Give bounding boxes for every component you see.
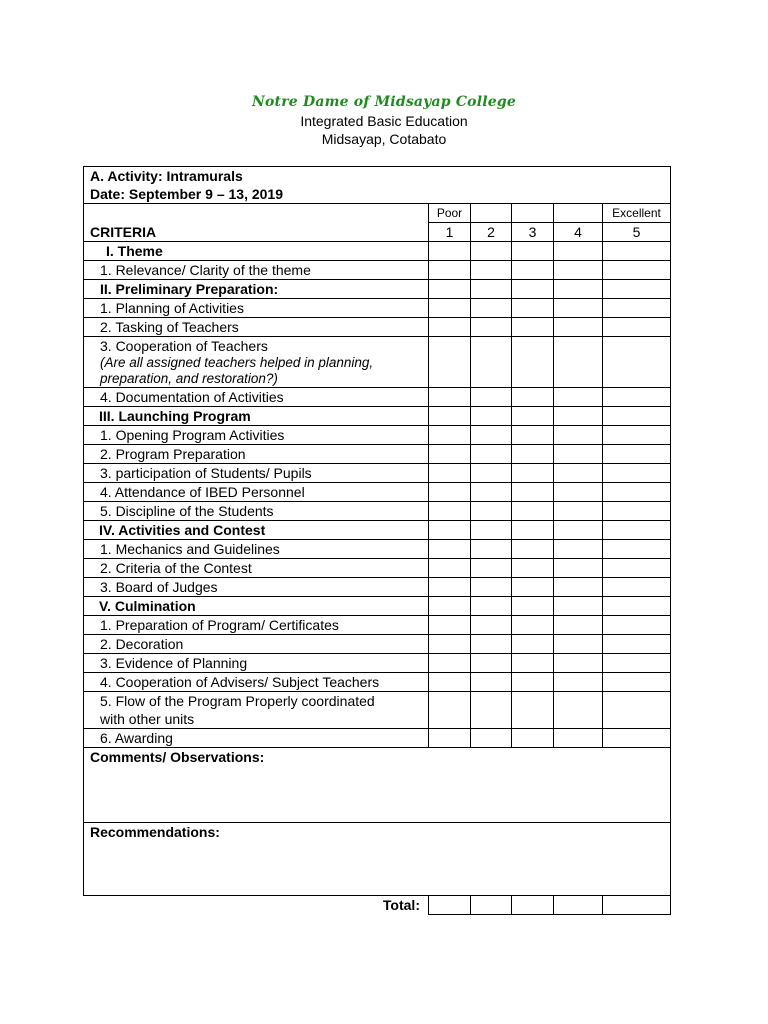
rating-cell[interactable]: [512, 426, 554, 445]
criteria-item: 2. Program Preparation: [84, 445, 429, 464]
total-cell[interactable]: [429, 896, 471, 915]
rating-cell[interactable]: [603, 635, 671, 654]
scale-number: 5: [603, 223, 671, 242]
criteria-item: 5. Discipline of the Students: [84, 502, 429, 521]
rating-cell[interactable]: [471, 502, 512, 521]
rating-cell[interactable]: [554, 388, 603, 407]
rating-cell[interactable]: [554, 445, 603, 464]
criteria-row: [84, 502, 671, 521]
scale-blank-cell: [471, 204, 512, 223]
criteria-item: 1. Relevance/ Clarity of the theme: [84, 261, 429, 280]
rating-cell[interactable]: [512, 578, 554, 597]
rating-cell[interactable]: [429, 540, 471, 559]
rating-cell[interactable]: [554, 337, 603, 388]
section-heading: II. Preliminary Preparation:: [84, 280, 429, 299]
document-header: [0, 92, 768, 148]
criteria-item-multiline: [84, 692, 429, 729]
rating-cell[interactable]: [512, 635, 554, 654]
rating-cell[interactable]: [603, 616, 671, 635]
rating-cell[interactable]: [603, 407, 671, 426]
criteria-item: 1. Mechanics and Guidelines: [84, 540, 429, 559]
criteria-item: 4. Attendance of IBED Personnel: [84, 483, 429, 502]
rating-cell[interactable]: [554, 578, 603, 597]
rating-cell[interactable]: [471, 280, 512, 299]
rating-cell[interactable]: [429, 729, 471, 748]
rating-cell[interactable]: [603, 483, 671, 502]
criteria-row: [84, 578, 671, 597]
rating-cell[interactable]: [429, 445, 471, 464]
total-row: [84, 896, 671, 915]
criteria-row: [84, 729, 671, 748]
rating-cell[interactable]: [603, 299, 671, 318]
rating-cell[interactable]: [554, 597, 603, 616]
rating-cell[interactable]: [603, 445, 671, 464]
criteria-row: [84, 299, 671, 318]
recommendations-row: [84, 823, 671, 896]
rating-cell[interactable]: [429, 673, 471, 692]
rating-cell[interactable]: [471, 540, 512, 559]
total-cell[interactable]: [603, 896, 671, 915]
rating-cell[interactable]: [554, 299, 603, 318]
rating-cell[interactable]: [512, 445, 554, 464]
rating-cell[interactable]: [512, 464, 554, 483]
rating-cell[interactable]: [512, 483, 554, 502]
rating-cell[interactable]: [471, 407, 512, 426]
rating-cell[interactable]: [512, 521, 554, 540]
rating-cell[interactable]: [603, 388, 671, 407]
rating-cell[interactable]: [512, 388, 554, 407]
rating-cell[interactable]: [512, 540, 554, 559]
rating-cell[interactable]: [471, 261, 512, 280]
rating-cell[interactable]: [512, 318, 554, 337]
rating-cell[interactable]: [603, 337, 671, 388]
rating-cell[interactable]: [554, 242, 603, 261]
evaluation-table: [83, 166, 671, 915]
criteria-item-continued: with other units: [100, 711, 195, 727]
rating-cell[interactable]: [603, 318, 671, 337]
rating-cell[interactable]: [429, 426, 471, 445]
rating-cell[interactable]: [429, 483, 471, 502]
rating-cell[interactable]: [603, 654, 671, 673]
scale-blank-cell: [554, 204, 603, 223]
criteria-item: 5. Flow of the Program Properly coordinated: [100, 693, 375, 709]
total-cell[interactable]: [554, 896, 603, 915]
rating-cell[interactable]: [554, 521, 603, 540]
rating-cell[interactable]: [471, 464, 512, 483]
rating-cell[interactable]: [471, 635, 512, 654]
rating-cell[interactable]: [471, 559, 512, 578]
criteria-item: 1. Planning of Activities: [84, 299, 429, 318]
criteria-row: [84, 337, 671, 388]
rating-cell[interactable]: [603, 559, 671, 578]
criteria-row: [84, 426, 671, 445]
rating-cell[interactable]: [512, 673, 554, 692]
rating-cell[interactable]: [512, 692, 554, 729]
rating-cell[interactable]: [429, 692, 471, 729]
criteria-item: 3. Evidence of Planning: [84, 654, 429, 673]
scale-number: 3: [512, 223, 554, 242]
rating-cell[interactable]: [471, 445, 512, 464]
rating-cell[interactable]: [512, 242, 554, 261]
rating-cell[interactable]: [471, 337, 512, 388]
rating-cell[interactable]: [603, 729, 671, 748]
criteria-item: 2. Decoration: [84, 635, 429, 654]
rating-cell[interactable]: [429, 597, 471, 616]
criteria-item: 4. Documentation of Activities: [84, 388, 429, 407]
rating-cell[interactable]: [429, 578, 471, 597]
rating-cell[interactable]: [554, 673, 603, 692]
section-row: [84, 521, 671, 540]
rating-cell[interactable]: [471, 299, 512, 318]
rating-cell[interactable]: [512, 502, 554, 521]
scale-number: 1: [429, 223, 471, 242]
rating-cell[interactable]: [429, 654, 471, 673]
rating-cell[interactable]: [429, 299, 471, 318]
rating-cell[interactable]: [554, 318, 603, 337]
criteria-item: 2. Criteria of the Contest: [84, 559, 429, 578]
criteria-header: CRITERIA: [84, 204, 429, 242]
criteria-row: [84, 559, 671, 578]
total-cell[interactable]: [512, 896, 554, 915]
rating-cell[interactable]: [603, 242, 671, 261]
department-name: Integrated Basic Education: [300, 113, 468, 129]
criteria-row: [84, 261, 671, 280]
criteria-row: [84, 616, 671, 635]
rating-cell[interactable]: [554, 616, 603, 635]
rating-cell[interactable]: [471, 729, 512, 748]
recommendations-label: Recommendations:: [90, 824, 220, 840]
scale-number: 4: [554, 223, 603, 242]
rating-cell[interactable]: [554, 280, 603, 299]
activity-date: Date: September 9 – 13, 2019: [90, 186, 283, 202]
rating-cell[interactable]: [512, 654, 554, 673]
rating-cell[interactable]: [471, 673, 512, 692]
criteria-item: 3. Board of Judges: [84, 578, 429, 597]
rating-cell[interactable]: [429, 280, 471, 299]
rating-cell[interactable]: [603, 578, 671, 597]
rating-cell[interactable]: [471, 483, 512, 502]
rating-cell[interactable]: [471, 597, 512, 616]
criteria-item: 1. Opening Program Activities: [84, 426, 429, 445]
comments-field[interactable]: [84, 748, 671, 823]
rating-cell[interactable]: [429, 464, 471, 483]
rating-cell[interactable]: [512, 559, 554, 578]
rating-cell[interactable]: [603, 692, 671, 729]
rating-cell[interactable]: [554, 692, 603, 729]
rating-cell[interactable]: [429, 407, 471, 426]
scale-number: 2: [471, 223, 512, 242]
rating-cell[interactable]: [429, 616, 471, 635]
school-name: Notre Dame of Midsayap College: [252, 94, 516, 110]
activity-info-cell: [84, 167, 671, 204]
criteria-item: 3. Cooperation of Teachers: [100, 338, 268, 354]
section-row: [84, 280, 671, 299]
rating-cell[interactable]: [429, 337, 471, 388]
rating-cell[interactable]: [471, 242, 512, 261]
criteria-row: [84, 464, 671, 483]
scale-label-row: [84, 204, 671, 223]
section-heading: I. Theme: [84, 242, 429, 261]
criteria-note: (Are all assigned teachers helped in planning,: [100, 355, 374, 370]
rating-cell[interactable]: [603, 280, 671, 299]
comments-label: Comments/ Observations:: [90, 749, 265, 765]
rating-cell[interactable]: [603, 521, 671, 540]
rating-cell[interactable]: [554, 502, 603, 521]
rating-cell[interactable]: [554, 654, 603, 673]
rating-cell[interactable]: [471, 654, 512, 673]
rating-cell[interactable]: [471, 692, 512, 729]
criteria-row: [84, 318, 671, 337]
rating-cell[interactable]: [512, 729, 554, 748]
criteria-item: 6. Awarding: [84, 729, 429, 748]
rating-cell[interactable]: [554, 426, 603, 445]
rating-cell[interactable]: [554, 407, 603, 426]
criteria-row: [84, 483, 671, 502]
rating-cell[interactable]: [554, 540, 603, 559]
rating-cell[interactable]: [603, 540, 671, 559]
rating-cell[interactable]: [429, 242, 471, 261]
criteria-item: 3. participation of Students/ Pupils: [84, 464, 429, 483]
criteria-note: preparation, and restoration?): [100, 371, 278, 386]
section-row: [84, 407, 671, 426]
rating-cell[interactable]: [471, 388, 512, 407]
scale-excellent-label: Excellent: [603, 204, 671, 223]
rating-cell[interactable]: [471, 426, 512, 445]
section-row: [84, 242, 671, 261]
criteria-row: [84, 692, 671, 729]
criteria-item: 4. Cooperation of Advisers/ Subject Teachers: [84, 673, 429, 692]
rating-cell[interactable]: [603, 464, 671, 483]
criteria-row: [84, 635, 671, 654]
activity-info-row: [84, 167, 671, 204]
criteria-item: 2. Tasking of Teachers: [84, 318, 429, 337]
rating-cell[interactable]: [471, 318, 512, 337]
rating-cell[interactable]: [471, 578, 512, 597]
rating-cell[interactable]: [512, 299, 554, 318]
section-heading: III. Launching Program: [84, 407, 429, 426]
section-heading: V. Culmination: [84, 597, 429, 616]
criteria-row: [84, 540, 671, 559]
rating-cell[interactable]: [603, 426, 671, 445]
rating-cell[interactable]: [429, 559, 471, 578]
activity-title: A. Activity: Intramurals: [90, 168, 243, 184]
rating-cell[interactable]: [429, 388, 471, 407]
rating-cell[interactable]: [471, 616, 512, 635]
rating-cell[interactable]: [429, 261, 471, 280]
rating-cell[interactable]: [429, 502, 471, 521]
comments-row: [84, 748, 671, 823]
rating-cell[interactable]: [554, 559, 603, 578]
rating-cell[interactable]: [471, 521, 512, 540]
total-label: Total:: [382, 897, 420, 913]
criteria-item-multiline: [84, 337, 429, 388]
rating-cell[interactable]: [429, 318, 471, 337]
rating-cell[interactable]: [512, 616, 554, 635]
section-row: [84, 597, 671, 616]
rating-cell[interactable]: [554, 729, 603, 748]
criteria-row: [84, 388, 671, 407]
rating-cell[interactable]: [512, 407, 554, 426]
school-location: Midsayap, Cotabato: [321, 131, 447, 147]
rating-cell[interactable]: [429, 635, 471, 654]
criteria-row: [84, 673, 671, 692]
rating-cell[interactable]: [603, 261, 671, 280]
rating-cell[interactable]: [603, 502, 671, 521]
rating-cell[interactable]: [554, 483, 603, 502]
rating-cell[interactable]: [603, 597, 671, 616]
rating-cell[interactable]: [554, 261, 603, 280]
criteria-row: [84, 654, 671, 673]
rating-cell[interactable]: [554, 464, 603, 483]
rating-cell[interactable]: [512, 261, 554, 280]
scale-blank-cell: [512, 204, 554, 223]
recommendations-field[interactable]: [84, 823, 671, 896]
rating-cell[interactable]: [512, 280, 554, 299]
rating-cell[interactable]: [554, 635, 603, 654]
rating-cell[interactable]: [512, 597, 554, 616]
section-heading: IV. Activities and Contest: [84, 521, 429, 540]
criteria-item: 1. Preparation of Program/ Certificates: [84, 616, 429, 635]
rating-cell[interactable]: [429, 521, 471, 540]
scale-poor-label: Poor: [429, 204, 471, 223]
total-cell[interactable]: [471, 896, 512, 915]
rating-cell[interactable]: [603, 673, 671, 692]
criteria-row: [84, 445, 671, 464]
rating-cell[interactable]: [512, 337, 554, 388]
